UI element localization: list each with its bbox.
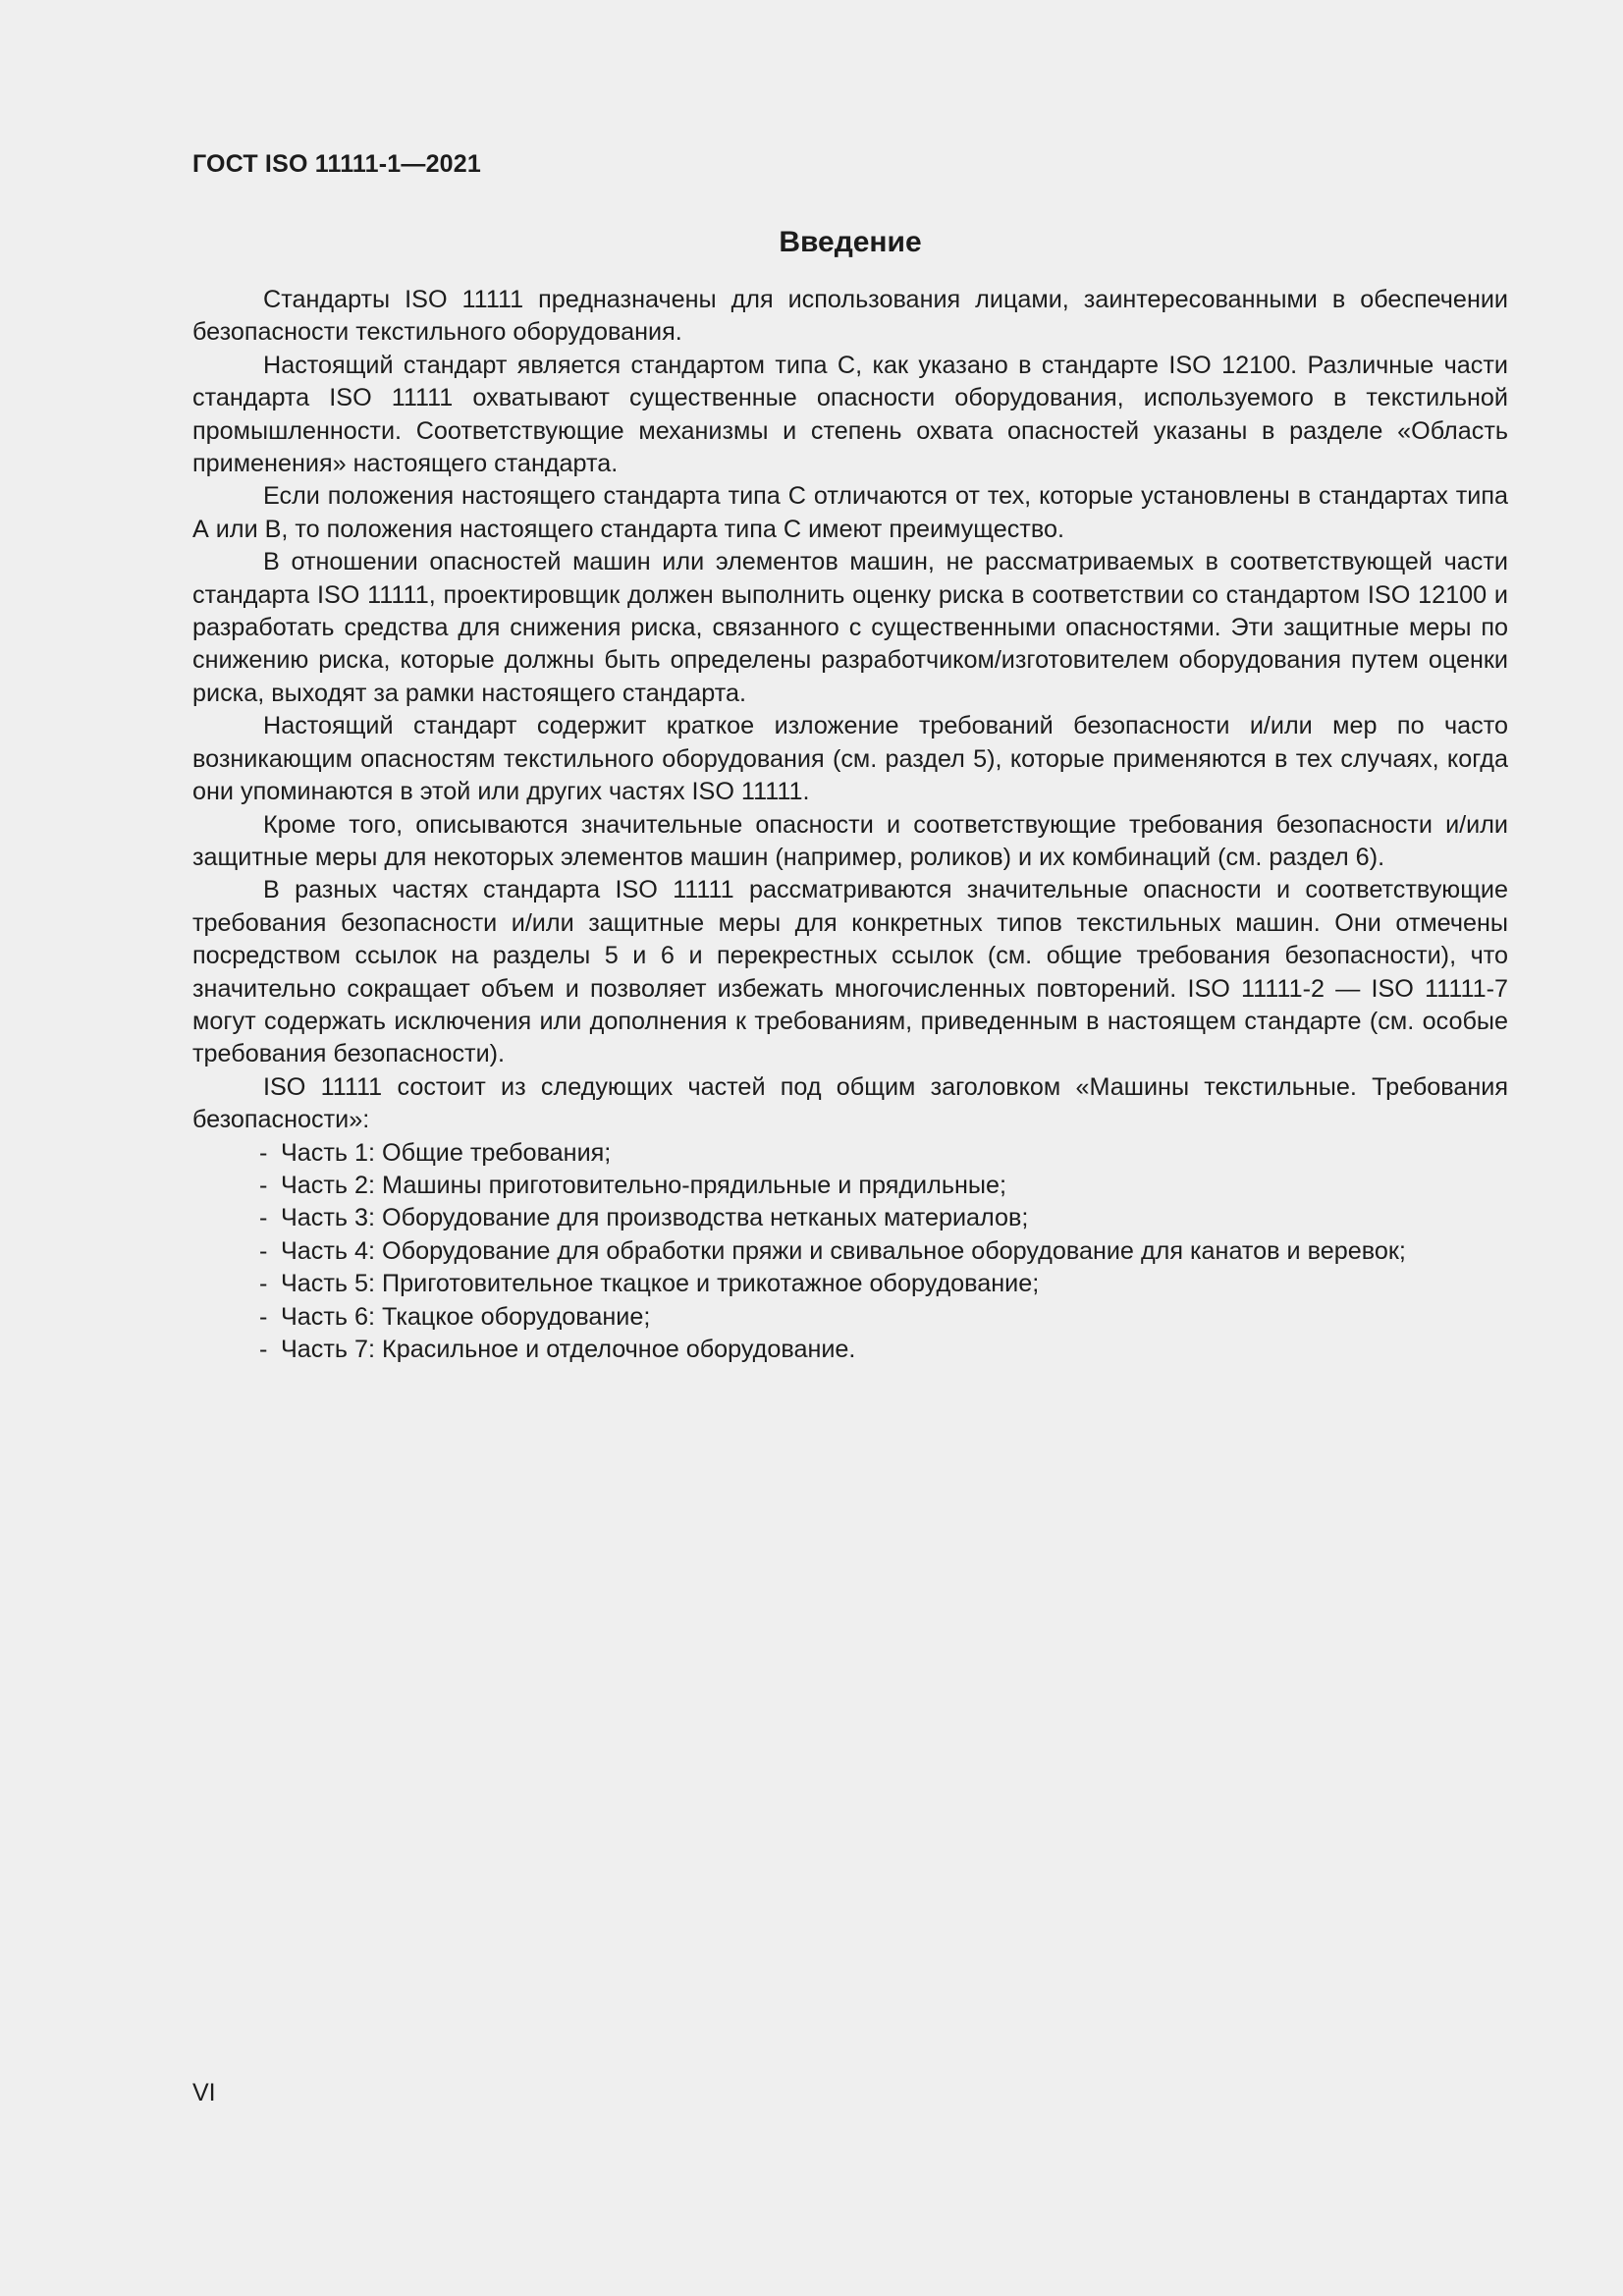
- parts-list: [192, 1137, 1508, 1367]
- list-dash: -: [259, 1204, 268, 1232]
- list-dash: -: [259, 1270, 268, 1298]
- introduction-body: [192, 284, 1508, 1366]
- list-dash: -: [259, 1171, 268, 1199]
- paragraph: В разных частях стандарта ISO 11111 рассматриваются значительные опасности и соответствующие требования безопасности и/или защитные меры для конкретных типов текстильных машин. Они отмечены посредством ссылок на разделы 5 и 6 и перекрестных ссылок (см. общие требования безопасности), что значительно сокращает объем и позволяет избежать многочисленных повторений. ISO 11111-2 — ISO 11111-7 могут содержать исключения или дополнения к требованиям, приведенным в настоящем стандарте (см. особые требования безопасности).: [192, 876, 1508, 1068]
- list-item-text: Часть 2: Машины приготовительно-прядильные и прядильные;: [281, 1171, 1006, 1199]
- list-item: [192, 1235, 1508, 1268]
- list-item: [192, 1301, 1508, 1334]
- list-item-text: Часть 7: Красильное и отделочное оборудование.: [281, 1336, 856, 1363]
- list-item-text: Часть 3: Оборудование для производства нетканых материалов;: [281, 1204, 1029, 1232]
- list-item-text: Часть 5: Приготовительное ткацкое и трикотажное оборудование;: [281, 1270, 1040, 1298]
- list-item-text: Часть 4: Оборудование для обработки пряжи и свивальное оборудование для канатов и веревок;: [281, 1236, 1406, 1265]
- list-dash: -: [259, 1302, 268, 1331]
- standard-code-header: ГОСТ ISO 11111-1—2021: [192, 150, 481, 178]
- list-item: [192, 1268, 1508, 1300]
- paragraph: Кроме того, описываются значительные опасности и соответствующие требования безопасности и/или защитные меры для некоторых элементов машин (например, роликов) и их комбинаций (см. раздел 6).: [192, 810, 1508, 871]
- paragraph: ISO 11111 состоит из следующих частей под общим заголовком «Машины текстильные. Требования безопасности»:: [192, 1072, 1508, 1134]
- paragraph: Если положения настоящего стандарта типа С отличаются от тех, которые установлены в стандартах типа А или В, то положения настоящего стандарта типа С имеют преимущество.: [192, 482, 1508, 543]
- list-item: [192, 1137, 1508, 1170]
- list-item: [192, 1170, 1508, 1202]
- list-item-text: Часть 1: Общие требования;: [281, 1138, 612, 1167]
- section-title: Введение: [779, 226, 922, 258]
- list-dash: -: [259, 1138, 268, 1167]
- paragraph: Настоящий стандарт является стандартом типа С, как указано в стандарте ISO 12100. Различные части стандарта ISO 11111 охватывают существенные опасности оборудования, используемого в текстильной промышленности. Соответствующие механизмы и степень охвата опасностей указаны в разделе «Область применения» настоящего стандарта.: [192, 351, 1508, 478]
- list-dash: -: [259, 1336, 268, 1363]
- list-item: [192, 1334, 1508, 1366]
- list-dash: -: [259, 1236, 268, 1265]
- list-item: [192, 1202, 1508, 1234]
- paragraph: В отношении опасностей машин или элементов машин, не рассматриваемых в соответствующей части стандарта ISO 11111, проектировщик должен выполнить оценку риска в соответствии со стандартом ISO 12100 и разработать средства для снижения риска, связанного с существенными опасностями. Эти защитные меры по снижению риска, которые должны быть определены разработчиком/изготовителем оборудования путем оценки риска, выходят за рамки настоящего стандарта.: [192, 548, 1508, 707]
- list-item-text: Часть 6: Ткацкое оборудование;: [281, 1302, 651, 1331]
- paragraph: Настоящий стандарт содержит краткое изложение требований безопасности и/или мер по часто возникающим опасностям текстильного оборудования (см. раздел 5), которые применяются в тех случаях, когда они упоминаются в этой или других частях ISO 11111.: [192, 712, 1508, 806]
- paragraph: Стандарты ISO 11111 предназначены для использования лицами, заинтересованными в обеспечении безопасности текстильного оборудования.: [192, 286, 1508, 347]
- page-number: VI: [192, 2079, 216, 2106]
